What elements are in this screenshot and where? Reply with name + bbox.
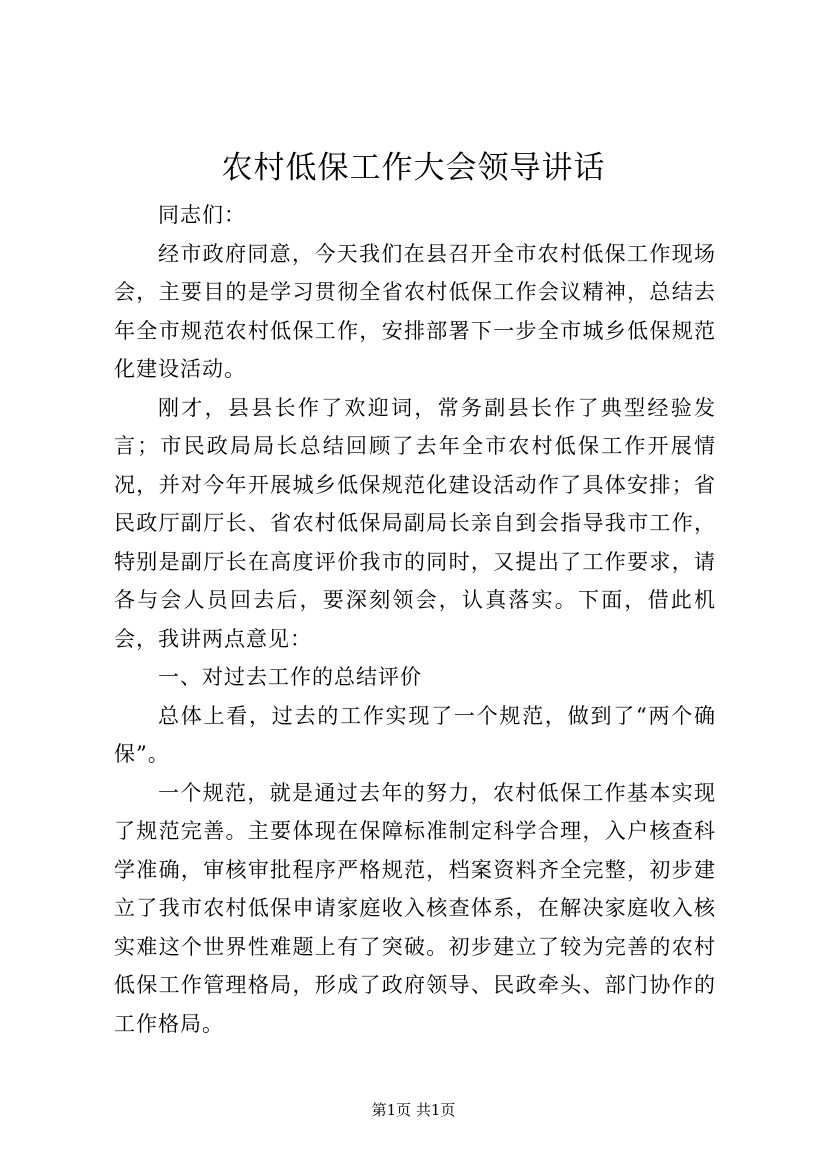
document-body (114, 196, 716, 1043)
section-heading: 一、对过去工作的总结评价 (158, 665, 422, 689)
page-number-footer: 第1页 共1页 (371, 1101, 456, 1119)
document-title: 农村低保工作大会领导讲话 (221, 150, 606, 186)
body-paragraph: 总体上看，过去的工作实现了一个规范，做到了“两个确保”。 (114, 703, 716, 766)
body-paragraph: 刚才，县县长作了欢迎词，常务副县长作了典型经验发言；市民政局局长总结回顾了去年全市农村低保工作开展情况，并对今年开展城乡低保规范化建设活动作了具体安排；省民政厅副厅长、省农村低保局副局长亲自到会指导我市工作，特别是副厅长在高度评价我市的同时，又提出了工作要求，请各与会人员回去后，要深刻领会，认真落实。下面，借此机会，我讲两点意见： (114, 395, 716, 651)
greeting-paragraph: 同志们： (158, 203, 246, 227)
body-paragraph: 一个规范，就是通过去年的努力，农村低保工作基本实现了规范完善。主要体现在保障标准制定科学合理，入户核查科学准确，审核审批程序严格规范，档案资料齐全完整，初步建立了我市农村低保申请家庭收入核查体系，在解决家庭收入核实难这个世界性难题上有了突破。初步建立了较为完善的农村低保工作管理格局，形成了政府领导、民政牵头、部门协作的工作格局。 (114, 780, 716, 1036)
body-paragraph: 经市政府同意，今天我们在县召开全市农村低保工作现场会，主要目的是学习贯彻全省农村低保工作会议精神，总结去年全市规范农村低保工作，安排部署下一步全市城乡低保规范化建设活动。 (114, 241, 716, 381)
